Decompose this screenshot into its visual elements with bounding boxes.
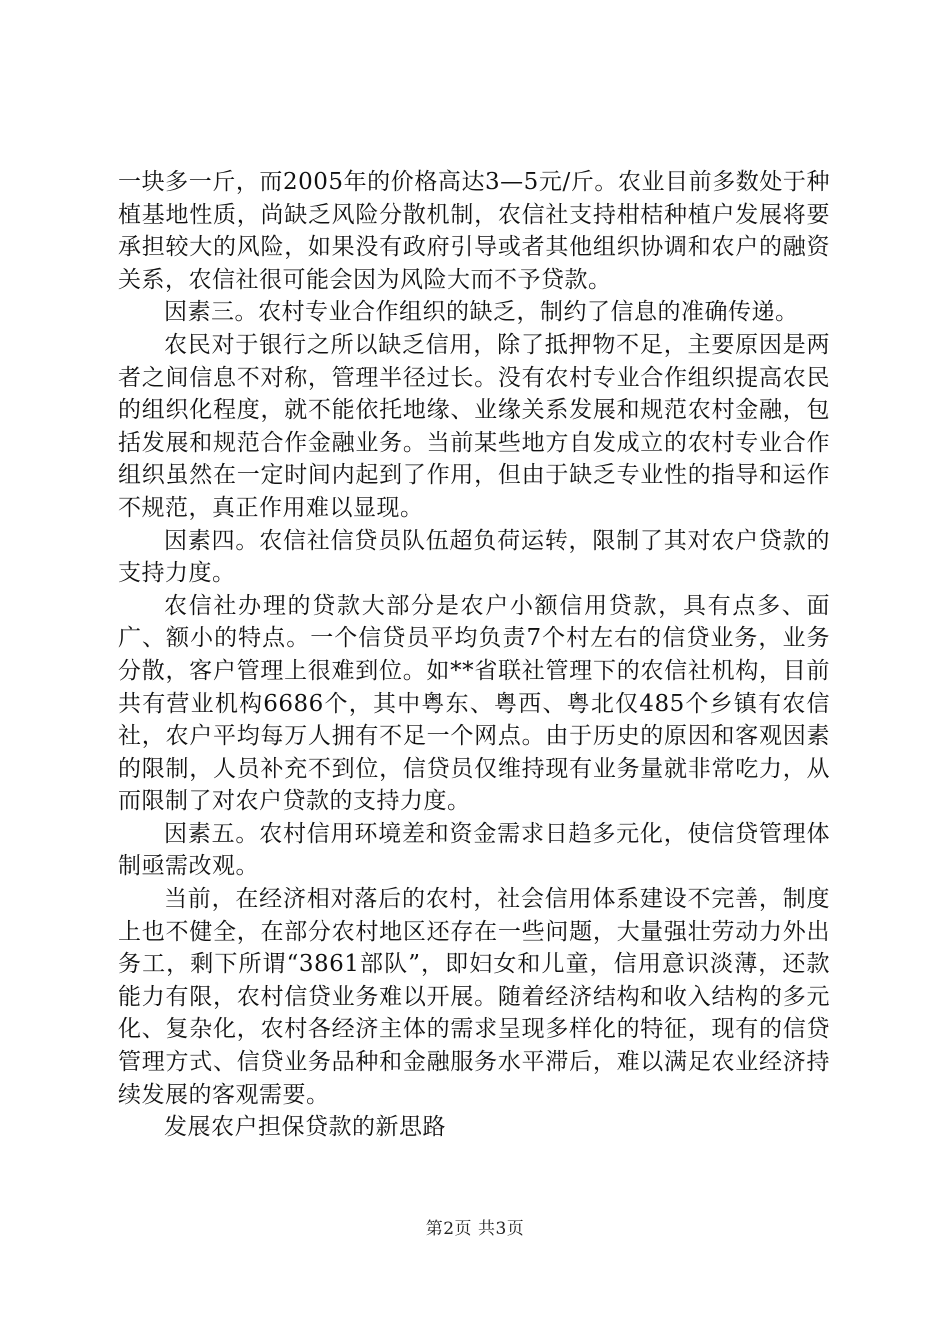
paragraph-continuation: 一块多一斤，而2005年的价格高达3—5元/斤。农业目前多数处于种植基地性质，尚缺乏风险分散机制，农信社支持柑桔种植户发展将要承担较大的风险，如果没有政府引导或者其他组织协调和农户的融资关系，农信社很可能会因为风险大而不予贷款。 (118, 169, 830, 293)
page-footer (0, 1214, 950, 1239)
paragraph-factor-four-body: 农信社办理的贷款大部分是农户小额信用贷款，具有点多、面广、额小的特点。一个信贷员平均负责7个村左右的信贷业务，业务分散，客户管理上很难到位。如**省联社管理下的农信社机构，目前共有营业机构6686个，其中粤东、粤西、粤北仅485个乡镇有农信社，农户平均每万人拥有不足一个网点。由于历史的原因和客观因素的限制，人员补充不到位，信贷员仅维持现有业务量就非常吃力，从而限制了对农户贷款的支持力度。 (118, 592, 830, 815)
paragraph-factor-three-body: 农民对于银行之所以缺乏信用，除了抵押物不足，主要原因是两者之间信息不对称，管理半径过长。没有农村专业合作组织提高农民的组织化程度，就不能依托地缘、业缘关系发展和规范农村金融，包括发展和规范合作金融业务。当前某些地方自发成立的农村专业合作组织虽然在一定时间内起到了作用，但由于缺乏专业性的指导和运作不规范，真正作用难以显现。 (118, 331, 830, 521)
section-heading-new-ideas: 发展农户担保贷款的新思路 (164, 1114, 446, 1141)
paragraph-factor-four-heading: 因素四。农信社信贷员队伍超负荷运转，限制了其对农户贷款的支持力度。 (118, 527, 830, 587)
document-body (118, 166, 830, 1144)
paragraph-factor-five-heading: 因素五。农村信用环境差和资金需求日趋多元化，使信贷管理体制亟需改观。 (118, 820, 830, 880)
paragraph-factor-five-body: 当前，在经济相对落后的农村，社会信用体系建设不完善，制度上也不健全，在部分农村地区还存在一些问题，大量强壮劳动力外出务工，剩下所谓“3861部队”，即妇女和儿童，信用意识淡薄，还款能力有限，农村信贷业务难以开展。随着经济结构和收入结构的多元化、复杂化，农村各经济主体的需求呈现多样化的特征，现有的信贷管理方式、信贷业务品种和金融服务水平滞后，难以满足农业经济持续发展的客观需要。 (118, 886, 830, 1108)
page-number-label: 第2页 共3页 (425, 1219, 525, 1239)
paragraph-factor-three-heading: 因素三。农村专业合作组织的缺乏，制约了信息的准确传递。 (164, 299, 799, 326)
